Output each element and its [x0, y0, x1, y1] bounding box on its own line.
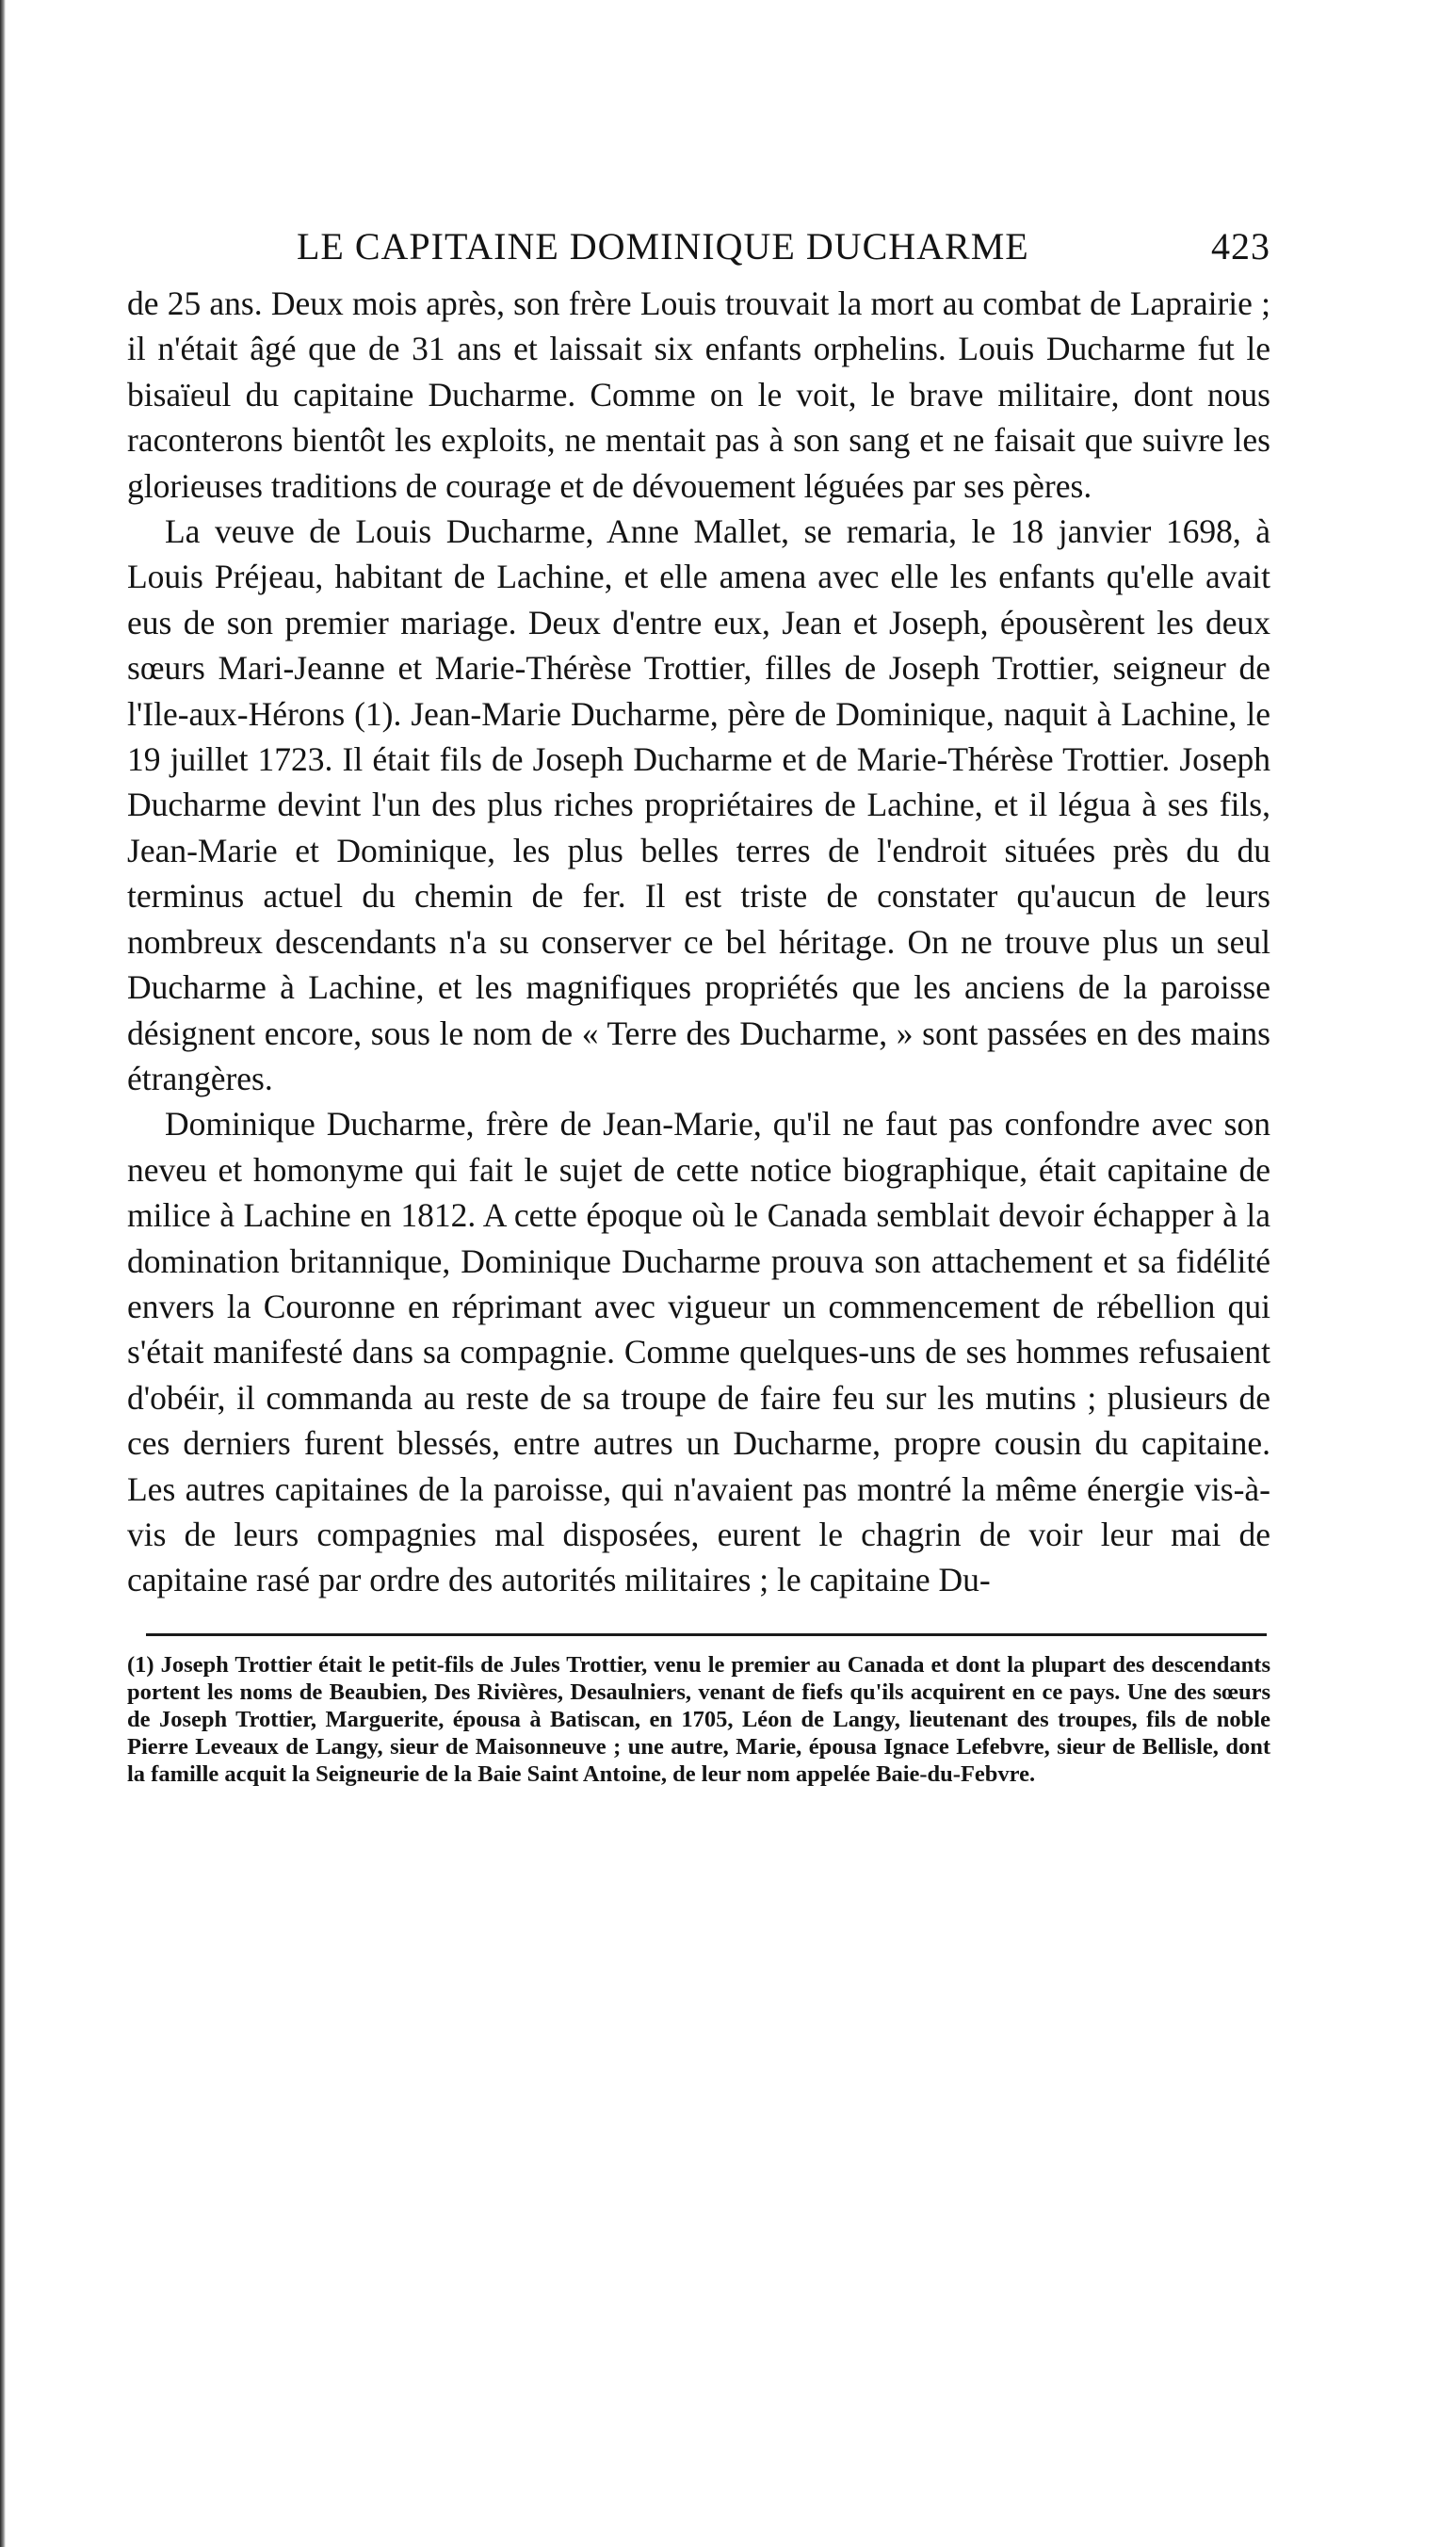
page-header: [127, 224, 1270, 281]
body-text: [127, 281, 1270, 1603]
footnote: (1) Joseph Trottier était le petit-fils de Jules Trottier, venu le premier au Canada et dont la plupart des descendants portent les noms de Beaubien, Des Rivières, Desaulniers, venant de fiefs qu'ils acquirent en ce pays. Une des sœurs de Joseph Trottier, Marguerite, épousa à Batiscan, en 1705, Léon de Langy, lieutenant des troupes, fils de noble Pierre Leveaux de Langy, sieur de Maisonneuve ; une autre, Marie, épousa Ignace Lefebvre, sieur de Bellisle, dont la famille acquit la Seigneurie de la Baie Saint Antoine, de leur nom appelée Baie-du-Febvre.: [127, 1651, 1270, 1787]
paragraph: de 25 ans. Deux mois après, son frère Louis trouvait la mort au combat de Laprairie ; il n'était âgé que de 31 ans et laissait six enfants orphelins. Louis Ducharme fut le bisaïeul du capitaine Ducharme. Comme on le voit, le brave militaire, dont nous raconterons bientôt les exploits, ne mentait pas à son sang et ne faisait que suivre les glorieuses traditions de courage et de dévouement léguées par ses pères.: [127, 284, 1270, 505]
running-title: LE CAPITAINE DOMINIQUE DUCHARME: [297, 225, 1029, 268]
book-page: [127, 224, 1270, 1810]
page-number: 423: [1211, 225, 1270, 268]
scan-left-edge: [0, 0, 6, 2547]
paragraph: La veuve de Louis Ducharme, Anne Mallet, se remaria, le 18 janvier 1698, à Louis Préjeau, habitant de Lachine, et elle amena avec elle les enfants qu'elle avait eus de son premier mariage. Deux d'entre eux, Jean et Joseph, épousèrent les deux sœurs Mari-Jeanne et Marie-Thérèse Trottier, filles de Joseph Trottier, seigneur de l'Ile-aux-Hérons (1). Jean-Marie Ducharme, père de Dominique, naquit à Lachine, le 19 juillet 1723. Il était fils de Joseph Ducharme et de Marie-Thérèse Trottier. Joseph Ducharme devint l'un des plus riches propriétaires de Lachine, et il légua à ses fils, Jean-Marie et Dominique, les plus belles terres de l'endroit situées près du du terminus actuel du chemin de fer. Il est triste de constater qu'aucun de leurs nombreux descendants n'a su conserver ce bel héritage. On ne trouve plus un seul Ducharme à Lachine, et les magnifiques propriétés que les anciens de la paroisse désignent encore, sous le nom de « Terre des Ducharme, » sont passées en des mains étrangères.: [127, 512, 1270, 1097]
footnote-rule: [146, 1633, 1267, 1636]
paragraph: Dominique Ducharme, frère de Jean-Marie, qu'il ne faut pas confondre avec son neveu et homonyme qui fait le sujet de cette notice biographique, était capitaine de milice à Lachine en 1812. A cette époque où le Canada semblait devoir échapper à la domination britannique, Dominique Ducharme prouva son attachement et sa fidélité envers la Couronne en réprimant avec vigueur un commencement de rébellion qui s'était manifesté dans sa compagnie. Comme quelques-uns de ses hommes refusaient d'obéir, il commanda au reste de sa troupe de faire feu sur les mutins ; plusieurs de ces derniers furent blessés, entre autres un Ducharme, propre cousin du capitaine. Les autres capitaines de la paroisse, qui n'avaient pas montré la même énergie vis-à-vis de leurs compagnies mal disposées, eurent le chagrin de voir leur mai de capitaine rasé par ordre des autorités militaires ; le capitaine Du-: [127, 1105, 1270, 1599]
